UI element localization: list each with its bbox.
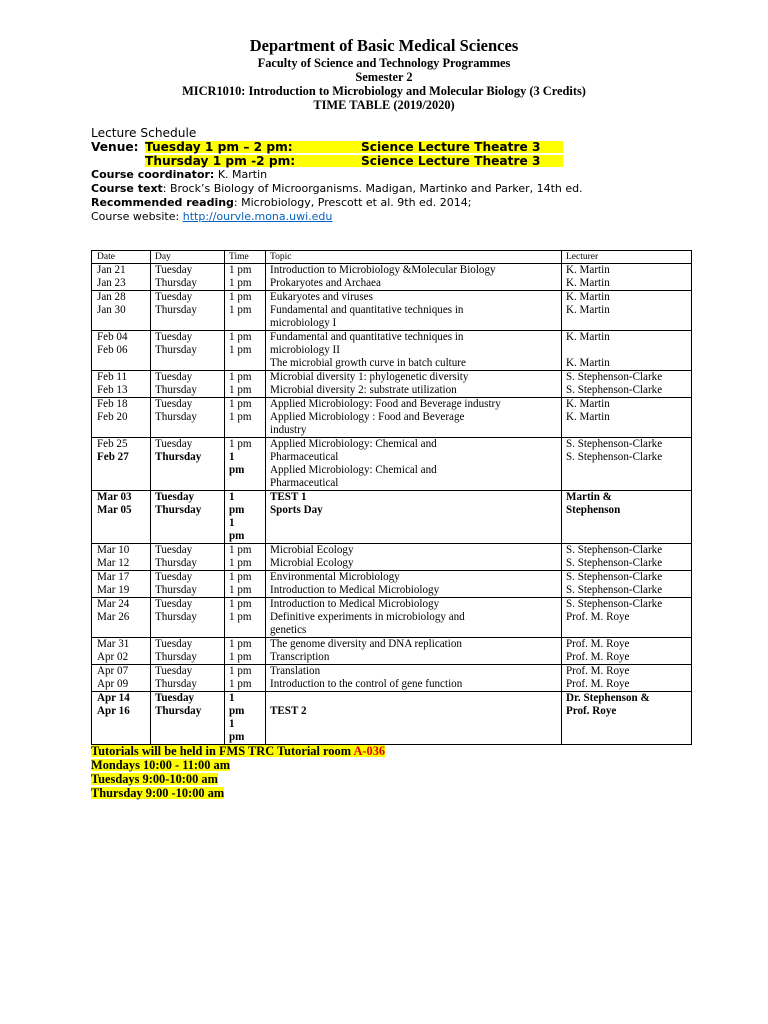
- cell-topic: [266, 692, 562, 745]
- lecturer-line: K. Martin: [566, 277, 610, 289]
- cell-time: [225, 692, 266, 745]
- cell-day: [151, 438, 225, 491]
- date-line: Jan 21: [97, 264, 126, 276]
- cell-day: [151, 398, 225, 438]
- time-line: 1 pm: [229, 411, 252, 423]
- cell-topic: [266, 544, 562, 571]
- cell-time: [225, 491, 266, 544]
- cell-day: [151, 665, 225, 692]
- date-line: Apr 09: [97, 678, 129, 690]
- topic-line: Applied Microbiology: Chemical and: [270, 438, 437, 450]
- date-line: Jan 30: [97, 304, 126, 316]
- date-line: Apr 14: [97, 692, 130, 704]
- time-line: 1 pm: [229, 611, 252, 623]
- table-row: [92, 665, 692, 692]
- cell-time: [225, 638, 266, 665]
- day-line: Tuesday: [155, 398, 193, 410]
- table-row: [92, 291, 692, 331]
- cell-date: [92, 598, 151, 638]
- cell-time: [225, 264, 266, 291]
- timetable-year-line: TIME TABLE (2019/2020): [313, 98, 455, 112]
- date-line: Feb 04: [97, 331, 128, 343]
- cell-date: [92, 398, 151, 438]
- topic-line: Definitive experiments in microbiology and: [270, 611, 465, 623]
- topic-line: Introduction to Microbiology &Molecular Biology: [270, 264, 496, 276]
- table-row: [92, 571, 692, 598]
- cell-day: [151, 264, 225, 291]
- date-line: Mar 19: [97, 584, 130, 596]
- cell-time: [225, 571, 266, 598]
- time-line: 1 pm: [229, 665, 252, 677]
- time-line: 1: [229, 491, 235, 503]
- topic-line: Microbial Ecology: [270, 557, 354, 569]
- tutorial-tuesday: Tuesdays 9:00-10:00 am: [91, 772, 218, 786]
- topic-line: Microbial diversity 1: phylogenetic diversity: [270, 371, 469, 383]
- topic-line: Pharmaceutical: [270, 451, 339, 463]
- table-row: [92, 264, 692, 291]
- day-line: Thursday: [155, 411, 197, 423]
- cell-time: [225, 438, 266, 491]
- course-website-link[interactable]: http://ourvle.mona.uwi.edu: [182, 210, 333, 223]
- recommended-reading-line: Recommended reading: Microbiology, Prescott et al. 9th ed. 2014;: [91, 196, 472, 209]
- time-line: 1 pm: [229, 291, 252, 303]
- cell-day: [151, 291, 225, 331]
- date-line: Mar 24: [97, 598, 130, 610]
- time-line: 1 pm: [229, 638, 252, 650]
- cell-day: [151, 638, 225, 665]
- cell-day: [151, 544, 225, 571]
- topic-line: Microbial Ecology: [270, 544, 354, 556]
- topic-line: microbiology II: [270, 344, 340, 356]
- cell-lecturer: [562, 398, 692, 438]
- time-line: pm: [229, 731, 245, 743]
- topic-line: Prokaryotes and Archaea: [270, 277, 381, 289]
- date-line: Jan 28: [97, 291, 126, 303]
- cell-lecturer: [562, 665, 692, 692]
- time-line: 1: [229, 692, 235, 704]
- cell-time: [225, 665, 266, 692]
- date-line: Feb 11: [97, 371, 128, 383]
- cell-lecturer: [562, 438, 692, 491]
- lecturer-line: K. Martin: [566, 264, 610, 276]
- topic-line: Introduction to the control of gene function: [270, 678, 463, 690]
- header-lecturer: Lecturer: [562, 251, 692, 264]
- tutorial-room-number: A-036: [353, 744, 386, 758]
- header-day: Day: [151, 251, 225, 264]
- cell-date: [92, 544, 151, 571]
- time-line: 1: [229, 517, 235, 529]
- venue-row-tuesday: Venue: Tuesday 1 pm – 2 pm: Science Lecture Theatre 3: [91, 141, 139, 153]
- lecturer-line: Prof. M. Roye: [566, 638, 630, 650]
- day-line: Tuesday: [155, 291, 193, 303]
- topic-line: The microbial growth curve in batch culture: [270, 357, 466, 369]
- cell-topic: [266, 571, 562, 598]
- table-row: [92, 598, 692, 638]
- time-line: 1 pm: [229, 557, 252, 569]
- day-line: Tuesday: [155, 571, 193, 583]
- cell-lecturer: [562, 291, 692, 331]
- cell-lecturer: [562, 598, 692, 638]
- topic-line: Applied Microbiology: Chemical and: [270, 464, 437, 476]
- cell-day: [151, 331, 225, 371]
- cell-topic: [266, 491, 562, 544]
- topic-line: Applied Microbiology: Food and Beverage industry: [270, 398, 501, 410]
- header-time: Time: [225, 251, 266, 264]
- cell-topic: [266, 291, 562, 331]
- venue-label: Venue: [91, 140, 134, 154]
- date-line: Mar 26: [97, 611, 130, 623]
- date-line: Apr 02: [97, 651, 129, 663]
- lecturer-line: S. Stephenson-Clarke: [566, 371, 663, 383]
- cell-topic: [266, 438, 562, 491]
- time-line: 1 pm: [229, 584, 252, 596]
- time-line: 1: [229, 451, 235, 463]
- day-line: Tuesday: [155, 665, 193, 677]
- time-line: 1 pm: [229, 438, 252, 450]
- topic-line: genetics: [270, 624, 307, 636]
- day-line: Thursday: [155, 678, 197, 690]
- date-line: Feb 06: [97, 344, 128, 356]
- course-website-line: Course website: http://ourvle.mona.uwi.edu: [91, 210, 333, 223]
- tutorial-monday: Mondays 10:00 - 11:00 am: [91, 758, 231, 772]
- coordinator-name: K. Martin: [217, 168, 268, 181]
- tutorial-thursday: Thursday 9:00 -10:00 am: [91, 786, 225, 800]
- day-line: Thursday: [155, 705, 202, 717]
- day-line: Tuesday: [155, 692, 195, 704]
- cell-date: [92, 291, 151, 331]
- lecturer-line: S. Stephenson-Clarke: [566, 384, 663, 396]
- lecturer-line: Prof. M. Roye: [566, 651, 630, 663]
- header-topic: Topic: [266, 251, 562, 264]
- lecturer-line: Prof. Roye: [566, 705, 617, 717]
- date-line: Apr 16: [97, 705, 130, 717]
- cell-topic: [266, 331, 562, 371]
- cell-lecturer: [562, 692, 692, 745]
- day-line: Thursday: [155, 557, 197, 569]
- topic-line: Eukaryotes and viruses: [270, 291, 373, 303]
- cell-lecturer: [562, 491, 692, 544]
- lecturer-line: S. Stephenson-Clarke: [566, 584, 663, 596]
- cell-topic: [266, 371, 562, 398]
- date-line: Feb 27: [97, 451, 129, 463]
- time-line: pm: [229, 705, 245, 717]
- cell-date: [92, 665, 151, 692]
- day-line: Thursday: [155, 304, 197, 316]
- day-line: Thursday: [155, 611, 197, 623]
- course-text-line: Course text: Brock’s Biology of Microorganisms. Madigan, Martinko and Parker, 14th ed.: [91, 182, 583, 195]
- lecturer-line: Prof. M. Roye: [566, 665, 630, 677]
- cell-time: [225, 371, 266, 398]
- cell-date: [92, 638, 151, 665]
- cell-time: [225, 291, 266, 331]
- date-line: Feb 18: [97, 398, 128, 410]
- day-line: Tuesday: [155, 544, 193, 556]
- date-line: Mar 17: [97, 571, 130, 583]
- day-line: Thursday: [155, 344, 197, 356]
- cell-day: [151, 371, 225, 398]
- topic-line: industry: [270, 424, 307, 436]
- time-line: 1 pm: [229, 264, 252, 276]
- time-line: pm: [229, 464, 245, 476]
- day-line: Tuesday: [155, 438, 193, 450]
- lecturer-line: K. Martin: [566, 398, 610, 410]
- time-line: 1 pm: [229, 678, 252, 690]
- course-title-line: MICR1010: Introduction to Microbiology and Molecular Biology (3 Credits): [182, 84, 586, 98]
- time-line: 1 pm: [229, 331, 252, 343]
- cell-topic: [266, 398, 562, 438]
- lecturer-line: Prof. M. Roye: [566, 678, 630, 690]
- cell-topic: [266, 665, 562, 692]
- day-line: Thursday: [155, 451, 202, 463]
- time-line: 1 pm: [229, 277, 252, 289]
- time-line: 1 pm: [229, 304, 252, 316]
- time-line: pm: [229, 504, 245, 516]
- lecturer-line: S. Stephenson-Clarke: [566, 557, 663, 569]
- topic-line: TEST 2: [270, 705, 307, 717]
- cell-lecturer: [562, 371, 692, 398]
- table-header-row: [92, 251, 692, 264]
- table-row: [92, 638, 692, 665]
- lecturer-line: K. Martin: [566, 291, 610, 303]
- department-title: Department of Basic Medical Sciences: [249, 36, 519, 55]
- day-line: Tuesday: [155, 331, 193, 343]
- day-line: Tuesday: [155, 638, 193, 650]
- cell-date: [92, 491, 151, 544]
- cell-time: [225, 544, 266, 571]
- cell-lecturer: [562, 571, 692, 598]
- lecturer-line: Martin &: [566, 491, 612, 503]
- tutorial-room-line: Tutorials will be held in FMS TRC Tutorial room A-036: [91, 744, 386, 758]
- day-line: Tuesday: [155, 264, 193, 276]
- topic-line: [270, 692, 557, 705]
- cell-time: [225, 598, 266, 638]
- table-row: [92, 544, 692, 571]
- table-row: [92, 692, 692, 745]
- time-line: 1 pm: [229, 371, 252, 383]
- topic-line: Microbial diversity 2: substrate utilization: [270, 384, 457, 396]
- cell-time: [225, 331, 266, 371]
- course-coordinator-line: Course coordinator: K. Martin: [91, 168, 268, 181]
- cell-date: [92, 264, 151, 291]
- cell-date: [92, 371, 151, 398]
- topic-line: The genome diversity and DNA replication: [270, 638, 462, 650]
- cell-date: [92, 571, 151, 598]
- topic-line: Introduction to Medical Microbiology: [270, 584, 440, 596]
- topic-line: Transcription: [270, 651, 330, 663]
- cell-day: [151, 571, 225, 598]
- topic-line: Fundamental and quantitative techniques in: [270, 331, 464, 343]
- cell-lecturer: [562, 638, 692, 665]
- lecturer-line: K. Martin: [566, 411, 610, 423]
- cell-day: [151, 598, 225, 638]
- time-line: 1 pm: [229, 544, 252, 556]
- topic-line: Fundamental and quantitative techniques in: [270, 304, 464, 316]
- cell-lecturer: [562, 544, 692, 571]
- topic-line: microbiology I: [270, 317, 337, 329]
- course-text-value: Brock’s Biology of Microorganisms. Madigan, Martinko and Parker, 14th ed.: [170, 182, 583, 195]
- lecturer-line: Stephenson: [566, 504, 621, 516]
- cell-date: [92, 692, 151, 745]
- topic-line: Sports Day: [270, 504, 323, 516]
- cell-date: [92, 331, 151, 371]
- table-row: [92, 371, 692, 398]
- date-line: Mar 03: [97, 491, 132, 503]
- topic-line: Environmental Microbiology: [270, 571, 400, 583]
- topic-line: TEST 1: [270, 491, 307, 503]
- day-line: Thursday: [155, 384, 197, 396]
- day-line: Tuesday: [155, 598, 193, 610]
- lecturer-line: S. Stephenson-Clarke: [566, 544, 663, 556]
- time-line: 1 pm: [229, 398, 252, 410]
- day-line: Thursday: [155, 651, 197, 663]
- day-line: Thursday: [155, 277, 197, 289]
- cell-topic: [266, 264, 562, 291]
- lecturer-line: Dr. Stephenson &: [566, 692, 650, 704]
- lecture-schedule-heading: Lecture Schedule: [91, 126, 197, 140]
- day-line: Thursday: [155, 584, 197, 596]
- table-row: [92, 331, 692, 371]
- cell-day: [151, 491, 225, 544]
- time-line: pm: [229, 530, 245, 542]
- time-line: 1 pm: [229, 344, 252, 356]
- topic-line: Pharmaceutical: [270, 477, 339, 489]
- date-line: Mar 31: [97, 638, 130, 650]
- lecturer-line: S. Stephenson-Clarke: [566, 571, 663, 583]
- table-row: [92, 398, 692, 438]
- day-line: Tuesday: [155, 491, 195, 503]
- lecturer-line: K. Martin: [566, 331, 610, 343]
- cell-topic: [266, 598, 562, 638]
- date-line: Feb 20: [97, 411, 128, 423]
- cell-topic: [266, 638, 562, 665]
- lecturer-line: S. Stephenson-Clarke: [566, 451, 663, 463]
- table-row: [92, 491, 692, 544]
- time-line: 1 pm: [229, 384, 252, 396]
- date-line: Mar 12: [97, 557, 130, 569]
- lecturer-line: Prof. M. Roye: [566, 611, 630, 623]
- lecturer-line: K. Martin: [566, 304, 610, 316]
- topic-line: Translation: [270, 665, 321, 677]
- semester-line: Semester 2: [355, 70, 413, 84]
- reading-value: Microbiology, Prescott et al. 9th ed. 2014;: [241, 196, 472, 209]
- time-line: 1: [229, 718, 235, 730]
- cell-date: [92, 438, 151, 491]
- table-row: [92, 438, 692, 491]
- lecturer-line: [566, 344, 687, 357]
- lecturer-line: S. Stephenson-Clarke: [566, 598, 663, 610]
- timetable-table: [91, 250, 692, 745]
- faculty-line: Faculty of Science and Technology Programmes: [257, 56, 511, 70]
- date-line: Jan 23: [97, 277, 126, 289]
- venue-tuesday: Tuesday 1 pm – 2 pm: Science Lecture Theatre 3: [145, 141, 563, 153]
- day-line: Thursday: [155, 504, 202, 516]
- cell-day: [151, 692, 225, 745]
- cell-lecturer: [562, 264, 692, 291]
- day-line: Tuesday: [155, 371, 193, 383]
- date-line: Mar 10: [97, 544, 130, 556]
- date-line: Feb 13: [97, 384, 128, 396]
- cell-time: [225, 398, 266, 438]
- time-line: 1 pm: [229, 571, 252, 583]
- lecturer-line: K. Martin: [566, 357, 610, 369]
- lecturer-line: S. Stephenson-Clarke: [566, 438, 663, 450]
- cell-lecturer: [562, 331, 692, 371]
- date-line: Apr 07: [97, 665, 129, 677]
- time-line: 1 pm: [229, 651, 252, 663]
- topic-line: Introduction to Medical Microbiology: [270, 598, 440, 610]
- date-line: Feb 25: [97, 438, 128, 450]
- date-line: Mar 05: [97, 504, 132, 516]
- time-line: 1 pm: [229, 598, 252, 610]
- header-date: Date: [92, 251, 151, 264]
- venue-thursday: Thursday 1 pm -2 pm: Science Lecture Theatre 3: [145, 155, 563, 167]
- topic-line: Applied Microbiology : Food and Beverage: [270, 411, 465, 423]
